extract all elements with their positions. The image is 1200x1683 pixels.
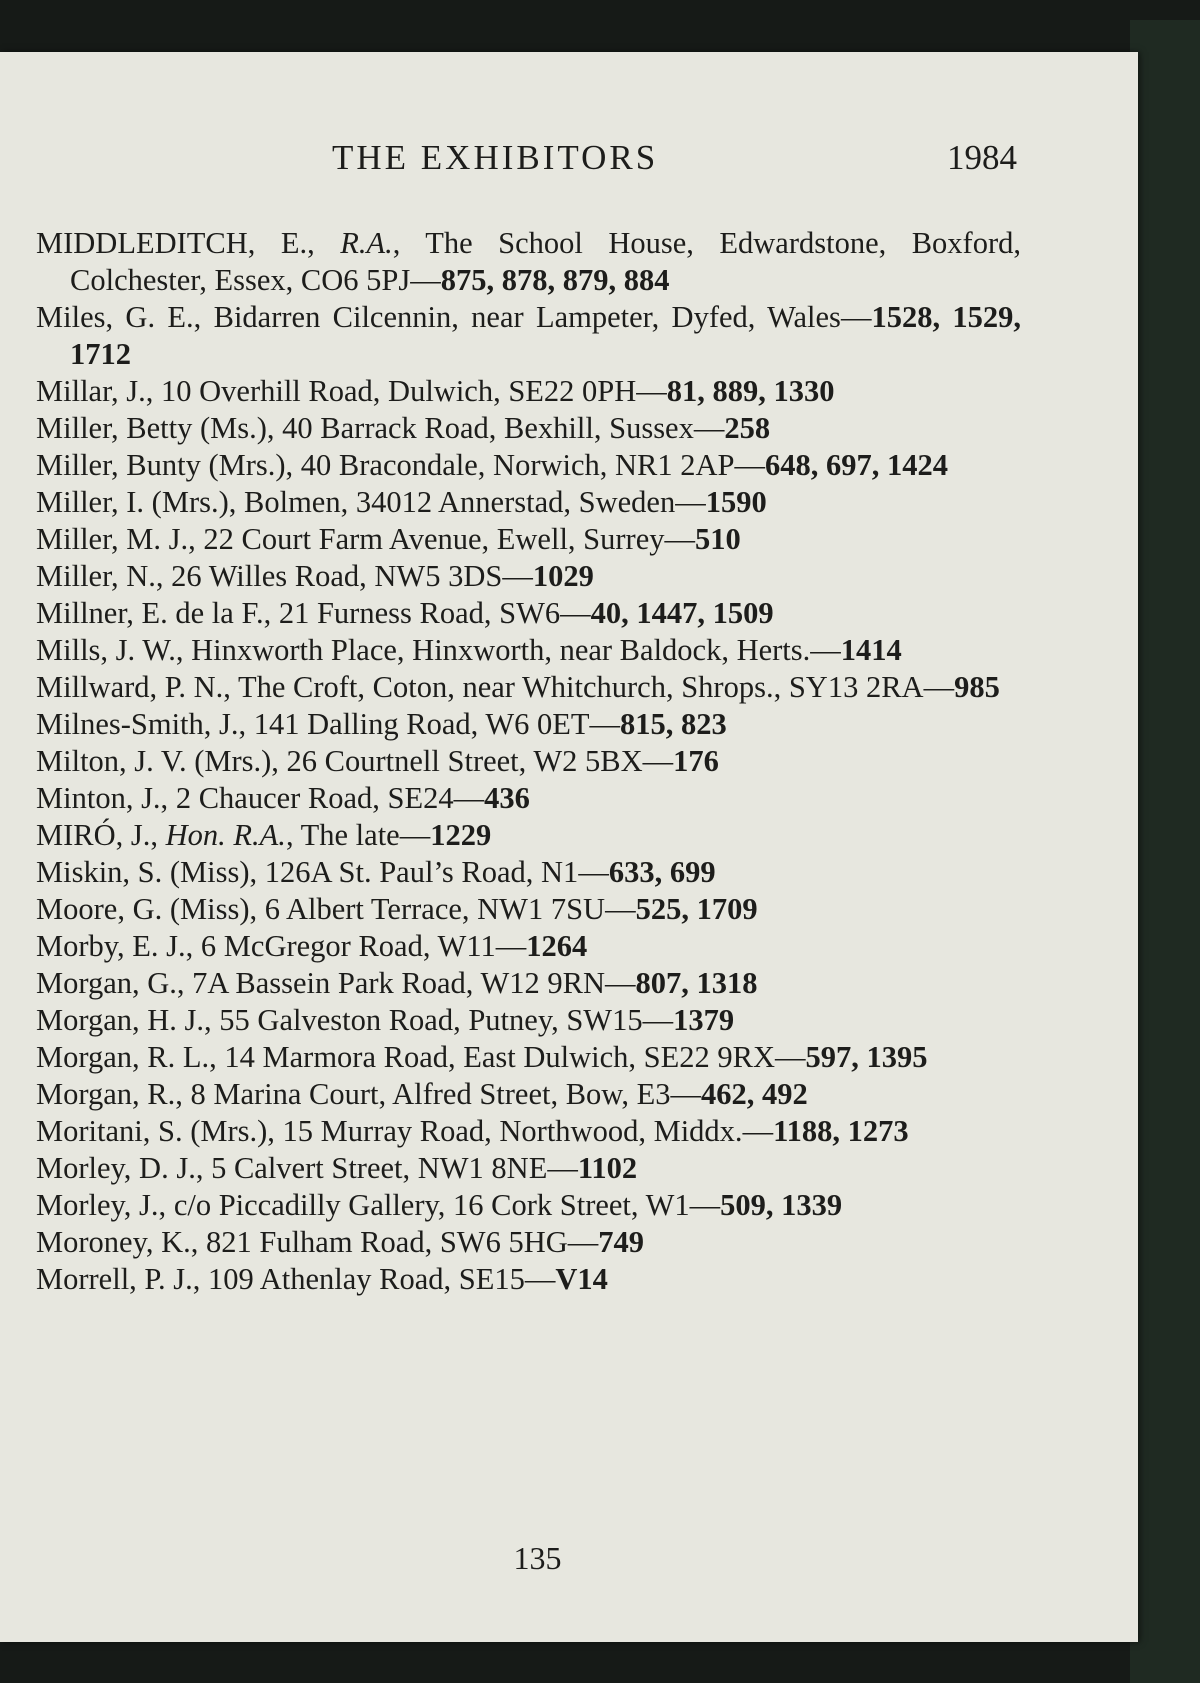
exhibitor-name: Millner, E. de la F., (36, 596, 279, 630)
book-cover-edge (1130, 20, 1200, 1683)
running-title: THE EXHIBITORS (332, 138, 659, 177)
catalogue-numbers: 258 (724, 411, 771, 445)
exhibitor-name: Milnes-Smith, J., (36, 707, 254, 741)
exhibitor-name: Miller, M. J., (36, 522, 204, 556)
exhibitor-address: 8 Marina Court, Alfred Street, Bow, E3 (190, 1077, 671, 1111)
catalogue-numbers: 1229 (430, 818, 492, 852)
catalogue-numbers: 1188, 1273 (773, 1114, 909, 1148)
exhibitor-entry (36, 595, 1021, 632)
catalogue-numbers: 1102 (577, 1151, 638, 1185)
exhibitor-entry (36, 1076, 1021, 1113)
catalogue-numbers: 40, 1447, 1509 (590, 596, 774, 630)
exhibitor-name: MIDDLEDITCH, E., (36, 226, 341, 260)
catalogue-numbers: 436 (484, 781, 530, 815)
exhibitor-name: Milton, J. V. (Mrs.), (36, 744, 287, 778)
catalogue-numbers: V14 (555, 1262, 608, 1296)
exhibitor-entry (36, 1224, 1021, 1261)
exhibitor-address: 6 McGregor Road, W11 (200, 929, 496, 963)
exhibitor-name: Minton, J., (36, 781, 176, 815)
catalogue-numbers: 81, 889, 1330 (666, 374, 835, 408)
page-header (0, 138, 1138, 188)
exhibitor-entry (36, 1002, 1021, 1039)
dash-separator: — (636, 374, 667, 408)
dash-separator: — (693, 411, 725, 445)
exhibitor-address: 40 Barrack Road, Bexhill, Sussex (282, 411, 694, 445)
exhibitor-name: Miller, I. (Mrs.), (36, 485, 245, 519)
exhibitor-address: c/o Piccadilly Gallery, 16 Cork Street, W1 (173, 1188, 690, 1222)
dash-separator: — (675, 485, 706, 519)
exhibitor-entry (36, 669, 1021, 706)
dash-separator: — (589, 707, 621, 741)
exhibitor-entry (36, 299, 1021, 373)
exhibitor-entry (36, 1113, 1021, 1150)
exhibitor-name: Moritani, S. (Mrs.), (36, 1114, 283, 1148)
exhibitor-address: 10 Overhill Road, Dulwich, SE22 0PH (161, 374, 637, 408)
exhibitor-address: 26 Willes Road, NW5 3DS (171, 559, 503, 593)
exhibitor-name: Miskin, S. (Miss), (36, 855, 265, 889)
exhibitor-entry (36, 1150, 1021, 1187)
exhibitor-name: Morgan, H. J., (36, 1003, 220, 1037)
exhibitor-entry (36, 1261, 1021, 1298)
exhibitor-entry (36, 1039, 1021, 1076)
catalogue-numbers: 509, 1339 (720, 1188, 843, 1222)
dash-separator: — (840, 300, 872, 334)
exhibitor-name: Morley, D. J., (36, 1151, 212, 1185)
exhibitor-address: Bidarren Cilcennin, near Lampeter, Dyfed, Wales (213, 300, 841, 334)
catalogue-numbers: 1264 (526, 929, 588, 963)
exhibitor-name: Moroney, K., (36, 1225, 206, 1259)
dash-separator: — (495, 929, 527, 963)
exhibitor-name: Mills, J. W., (36, 633, 192, 667)
dash-separator: — (578, 855, 609, 889)
exhibitor-name: Miles, G. E., (36, 300, 214, 334)
catalogue-numbers: 1029 (532, 559, 594, 593)
catalogue-numbers: 1528, 1529, 1712 (70, 300, 1022, 371)
exhibitor-name: Miller, Betty (Ms.), (36, 411, 283, 445)
exhibitor-name: Morley, J., (36, 1188, 174, 1222)
exhibitor-address: The Croft, Coton, near Whitchurch, Shrops., SY13 2RA (237, 670, 924, 704)
dash-separator: — (547, 1151, 578, 1185)
exhibitor-entry (36, 743, 1021, 780)
dash-separator: — (605, 966, 636, 1000)
catalogue-numbers: 633, 699 (608, 855, 716, 889)
exhibitor-name: Miller, Bunty (Mrs.), (36, 448, 301, 482)
exhibitor-entry (36, 817, 1021, 854)
dash-separator: — (453, 781, 485, 815)
dash-separator: — (642, 1003, 674, 1037)
exhibitor-name: Morby, E. J., (36, 929, 201, 963)
dash-separator: — (923, 670, 955, 704)
exhibitor-name: MIRÓ, J., (36, 818, 166, 852)
exhibitor-address: 5 Calvert Street, NW1 8NE (211, 1151, 548, 1185)
catalogue-numbers: 648, 697, 1424 (765, 448, 948, 482)
exhibitor-honour: Hon. R.A. (165, 818, 286, 852)
exhibitor-list (36, 225, 1021, 1298)
dash-separator: — (670, 1077, 701, 1111)
exhibitor-entry (36, 891, 1021, 928)
exhibitor-entry (36, 632, 1021, 669)
exhibitor-entry (36, 410, 1021, 447)
dash-separator: — (399, 818, 431, 852)
exhibitor-name: Millward, P. N., (36, 670, 238, 704)
exhibitor-address: 141 Dalling Road, W6 0ET (253, 707, 590, 741)
dash-separator: — (664, 522, 695, 556)
exhibitor-name: Morrell, P. J., (36, 1262, 208, 1296)
dash-separator: — (605, 892, 636, 926)
dash-separator: — (524, 1262, 556, 1296)
catalogue-numbers: 597, 1395 (805, 1040, 928, 1074)
exhibitor-entry (36, 447, 1021, 484)
catalogue-numbers: 815, 823 (620, 707, 727, 741)
header-year: 1984 (947, 138, 1017, 177)
catalogue-numbers: 1379 (673, 1003, 735, 1037)
exhibitor-address: 821 Fulham Road, SW6 5HG (205, 1225, 568, 1259)
exhibitor-honour: R.A. (340, 226, 393, 260)
exhibitor-entry (36, 854, 1021, 891)
exhibitor-entry (36, 928, 1021, 965)
exhibitor-entry (36, 521, 1021, 558)
dash-separator: — (560, 596, 591, 630)
exhibitor-address: 109 Athenlay Road, SE15 (208, 1262, 525, 1296)
exhibitor-address: Bolmen, 34012 Annerstad, Sweden (244, 485, 676, 519)
catalogue-numbers: 875, 878, 879, 884 (440, 263, 670, 297)
catalogue-numbers: 749 (598, 1225, 644, 1259)
dash-separator: — (734, 448, 765, 482)
exhibitor-name: Moore, G. (Miss), (36, 892, 265, 926)
exhibitor-address: 26 Courtnell Street, W2 5BX (286, 744, 643, 778)
exhibitor-address: 40 Bracondale, Norwich, NR1 2AP (300, 448, 735, 482)
exhibitor-name: Millar, J., (36, 374, 162, 408)
exhibitor-address: 126A St. Paul’s Road, N1 (264, 855, 579, 889)
catalogue-numbers: 807, 1318 (635, 966, 758, 1000)
catalogue-numbers: 985 (954, 670, 1000, 704)
dash-separator: — (410, 263, 441, 297)
exhibitor-name: Miller, N., (36, 559, 172, 593)
exhibitor-entry (36, 706, 1021, 743)
exhibitor-name: Morgan, R. L., (36, 1040, 225, 1074)
exhibitor-entry (36, 1187, 1021, 1224)
catalogue-numbers: 462, 492 (701, 1077, 808, 1111)
dash-separator: — (642, 744, 674, 778)
dash-separator: — (502, 559, 533, 593)
exhibitor-entry (36, 965, 1021, 1002)
dash-separator: — (567, 1225, 599, 1259)
exhibitor-name: Morgan, R., (36, 1077, 191, 1111)
catalogue-numbers: 1414 (840, 633, 902, 667)
exhibitor-entry (36, 225, 1021, 299)
exhibitor-address: 14 Marmora Road, East Dulwich, SE22 9RX (224, 1040, 775, 1074)
dash-separator: — (689, 1188, 721, 1222)
exhibitor-address: Hinxworth Place, Hinxworth, near Baldock, Herts. (191, 633, 811, 667)
exhibitor-name: Morgan, G., (36, 966, 193, 1000)
dash-separator: — (775, 1040, 806, 1074)
catalogue-numbers: 176 (673, 744, 719, 778)
catalogue-numbers: 510 (694, 522, 741, 556)
exhibitor-address: 7A Bassein Park Road, W12 9RN (192, 966, 606, 1000)
exhibitor-entry (36, 484, 1021, 521)
exhibitor-address: , The late (285, 818, 400, 852)
page-number: 135 (513, 1540, 562, 1576)
exhibitor-address: 21 Furness Road, SW6 (278, 596, 561, 630)
catalogue-numbers: 1590 (705, 485, 767, 519)
dash-separator: — (742, 1114, 774, 1148)
exhibitor-address: 22 Court Farm Avenue, Ewell, Surrey (203, 522, 665, 556)
exhibitor-address: 6 Albert Terrace, NW1 7SU (264, 892, 606, 926)
exhibitor-entry (36, 373, 1021, 410)
dash-separator: — (810, 633, 841, 667)
exhibitor-entry (36, 558, 1021, 595)
catalogue-numbers: 525, 1709 (635, 892, 758, 926)
exhibitor-address: 15 Murray Road, Northwood, Middx. (282, 1114, 743, 1148)
exhibitor-address: 55 Galveston Road, Putney, SW15 (219, 1003, 643, 1037)
exhibitor-entry (36, 780, 1021, 817)
exhibitor-address: , The School House, Edwardstone, Boxford, Colchester, Essex, CO6 5PJ (70, 226, 1021, 297)
exhibitor-address: 2 Chaucer Road, SE24 (175, 781, 454, 815)
